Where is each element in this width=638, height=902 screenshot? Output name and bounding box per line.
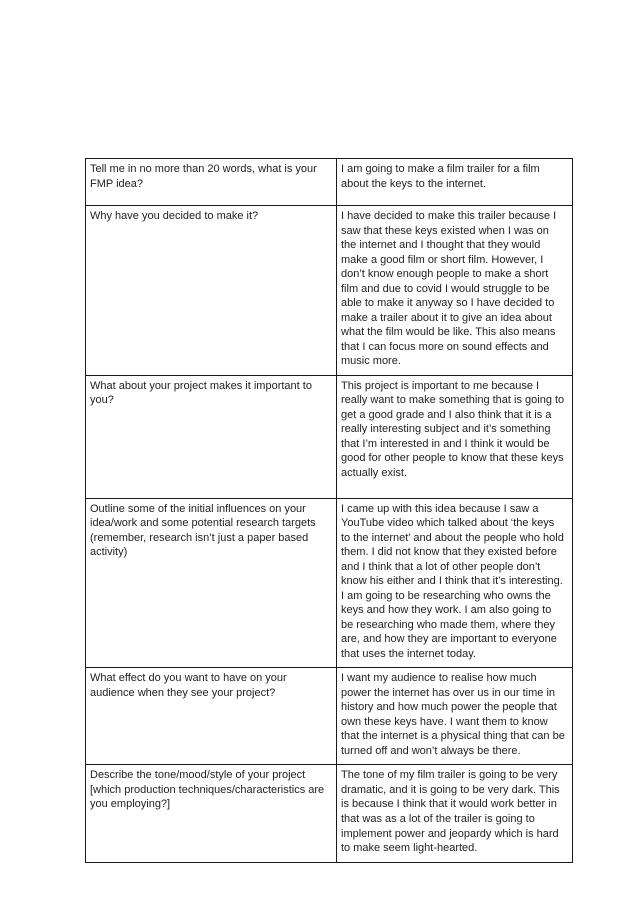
answer-cell: This project is important to me because I really want to make something that is going to get a good grade and I also think that it is a really interesting subject and it’s something that I’m interested in and I think it would be good for other people to know that these keys actually exist. — [337, 375, 573, 498]
question-cell: Describe the tone/mood/style of your project [which production techniques/characteristics are you employing?] — [86, 765, 337, 862]
table-row — [86, 206, 573, 376]
table-row — [86, 765, 573, 862]
answer-cell: The tone of my film trailer is going to be very dramatic, and it is going to be very dark. This is because I think that it would work better in that was as a lot of the trailer is going to implement power and jeopardy which is hard to make seem light-hearted. — [337, 765, 573, 862]
table-row — [86, 498, 573, 668]
table-row — [86, 375, 573, 498]
answer-cell: I am going to make a film trailer for a film about the keys to the internet. — [337, 159, 573, 206]
table-row — [86, 668, 573, 765]
question-cell: What effect do you want to have on your audience when they see your project? — [86, 668, 337, 765]
fmp-proposal-table — [85, 158, 573, 863]
answer-cell: I want my audience to realise how much power the internet has over us in our time in history and how much power the people that own these keys have. I want them to know that the internet is a physical thing that can be turned off and won’t always be there. — [337, 668, 573, 765]
answer-cell: I came up with this idea because I saw a YouTube video which talked about ‘the keys to the internet’ and about the people who hold them. I did not know that they existed before and I think that a lot of other people don’t know his either and I think that it’s interesting. I am going to be researching who owns the keys and how they work. I am also going to be researching who made them, where they are, and how they are important to everyone that uses the internet today. — [337, 498, 573, 668]
question-cell: Outline some of the initial influences on your idea/work and some potential research targets (remember, research isn’t just a paper based activity) — [86, 498, 337, 668]
question-cell: Why have you decided to make it? — [86, 206, 337, 376]
answer-cell: I have decided to make this trailer because I saw that these keys existed when I was on the internet and I thought that they would make a good film or short film. However, I don’t know enough people to make a short film and due to covid I would struggle to be able to make it anyway so I have decided to make a trailer about it to give an idea about what the film would be like. This also means that I can focus more on sound effects and music more. — [337, 206, 573, 376]
question-cell: What about your project makes it important to you? — [86, 375, 337, 498]
table-row — [86, 159, 573, 206]
question-cell: Tell me in no more than 20 words, what is your FMP idea? — [86, 159, 337, 206]
